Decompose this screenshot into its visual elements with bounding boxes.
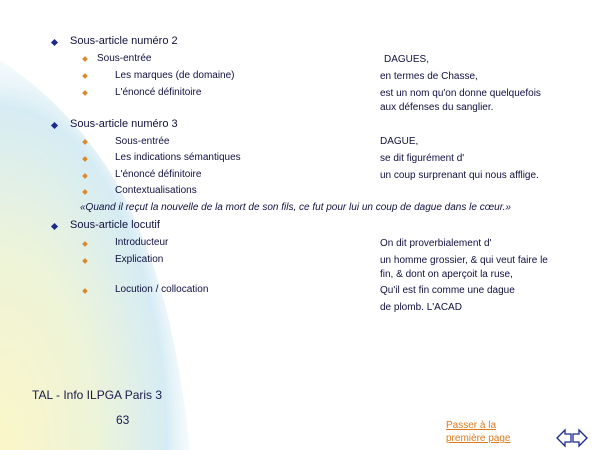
item-label: Sous-entrée (97, 53, 152, 64)
item-label: L'énoncé définitoire (115, 87, 202, 98)
quote-text: «Quand il reçut la nouvelle de la mort de son fils, ce fut pour lui un coup de dague dans le cœur.» (80, 202, 511, 213)
item-label: Les marques (de domaine) (115, 70, 235, 81)
item-value: un homme grossier, & qui veut faire le (380, 255, 548, 266)
item-label: L'énoncé définitoire (115, 169, 202, 180)
prev-next-arrows-icon[interactable] (556, 428, 588, 448)
item-label: Locution / collocation (115, 284, 209, 295)
item-value-continued: fin, & dont on aperçoit la ruse, (380, 269, 513, 280)
item-value-continued: de plomb. L'ACAD (380, 302, 462, 313)
item-label: Les indications sémantiques (115, 152, 241, 163)
item-value: DAGUE, (380, 136, 419, 147)
item-label: Introducteur (115, 237, 169, 248)
item-value: Qu'il est fin comme une dague (380, 285, 515, 296)
item-value: se dit figurément d' (380, 153, 465, 164)
section-title: Sous-article locutif (70, 219, 160, 231)
item-label: Sous-entrée (115, 136, 170, 147)
item-value: en termes de Chasse, (380, 71, 478, 82)
item-value: est un nom qu'on donne quelquefois (380, 88, 541, 99)
item-value: On dit proverbialement d' (380, 238, 492, 249)
page-number: 63 (116, 413, 130, 427)
item-value: un coup surprenant qui nous afflige. (380, 170, 539, 181)
section-title: Sous-article numéro 3 (70, 118, 178, 130)
section-title: Sous-article numéro 2 (70, 35, 178, 47)
first-page-link-line1[interactable]: Passer à la (446, 420, 497, 431)
item-label: Explication (115, 254, 164, 265)
item-label: Contextualisations (115, 185, 197, 196)
first-page-link-line2[interactable]: première page (446, 433, 511, 444)
first-page-link[interactable] (446, 419, 510, 445)
footer-org: TAL - Info ILPGA Paris 3 (32, 388, 163, 402)
item-value-continued: aux défenses du sanglier. (380, 102, 494, 113)
item-value: DAGUES, (384, 54, 430, 65)
